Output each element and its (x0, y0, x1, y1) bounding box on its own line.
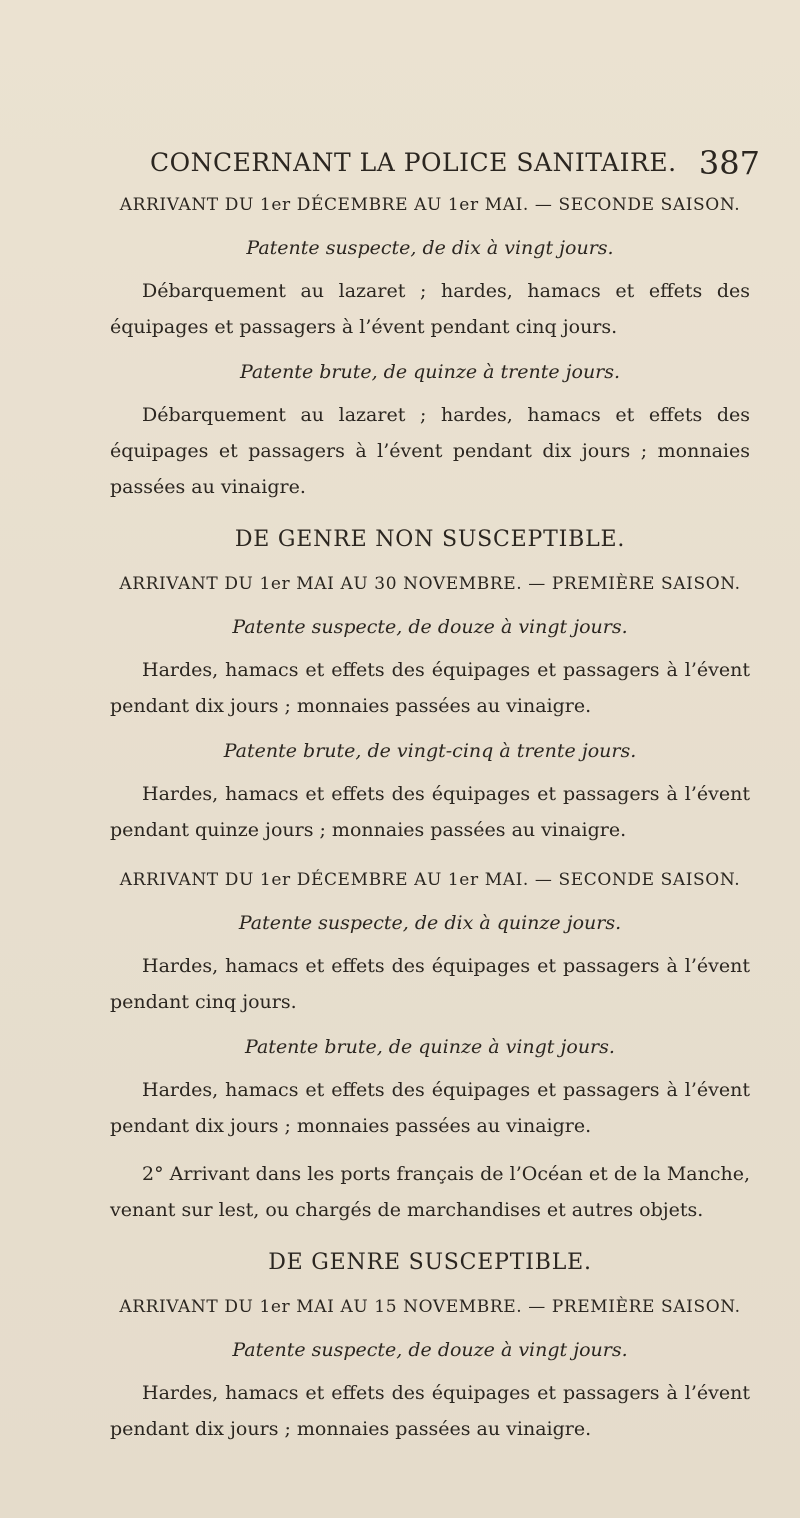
patent-subheading: Patente suspecte, de douze à vingt jours. (232, 1339, 628, 1361)
running-title: CONCERNANT LA POLICE SANITAIRE. (150, 148, 677, 177)
page-body (110, 195, 750, 1447)
paragraph: Débarquement au lazaret ; hardes, hamacs et effets des équipages et passagers à l’évent pendant dix jours ; monnaies passées au vinaigre. (110, 404, 750, 498)
patent-subheading: Patente suspecte, de dix à vingt jours. (246, 237, 614, 259)
paragraph: Hardes, hamacs et effets des équipages et passagers à l’évent pendant dix jours ; monnaies passées au vinaigre. (110, 1079, 750, 1137)
patent-subheading: Patente suspecte, de douze à vingt jours. (232, 616, 628, 638)
paragraph: Hardes, hamacs et effets des équipages et passagers à l’évent pendant cinq jours. (110, 955, 750, 1013)
patent-subheading: Patente brute, de vingt-cinq à trente jours. (223, 740, 637, 762)
page-header (150, 144, 760, 192)
paragraph: Débarquement au lazaret ; hardes, hamacs et effets des équipages et passagers à l’évent pendant cinq jours. (110, 280, 750, 338)
season-heading: ARRIVANT DU 1er DÉCEMBRE AU 1er MAI. — SECONDE SAISON. (119, 870, 741, 890)
season-heading: ARRIVANT DU 1er MAI AU 30 NOVEMBRE. — PREMIÈRE SAISON. (119, 574, 741, 594)
paragraph: Hardes, hamacs et effets des équipages et passagers à l’évent pendant dix jours ; monnaies passées au vinaigre. (110, 659, 750, 717)
page-number: 387 (698, 144, 760, 182)
patent-subheading: Patente suspecte, de dix à quinze jours. (238, 912, 622, 934)
paragraph: Hardes, hamacs et effets des équipages et passagers à l’évent pendant dix jours ; monnaies passées au vinaigre. (110, 1382, 750, 1440)
season-heading: ARRIVANT DU 1er MAI AU 15 NOVEMBRE. — PREMIÈRE SAISON. (119, 1297, 741, 1317)
paragraph: Hardes, hamacs et effets des équipages et passagers à l’évent pendant quinze jours ; monnaies passées au vinaigre. (110, 783, 750, 841)
genre-heading: DE GENRE SUSCEPTIBLE. (268, 1250, 592, 1275)
paragraph: 2° Arrivant dans les ports français de l’Océan et de la Manche, venant sur lest, ou chargés de marchandises et autres objets. (110, 1163, 750, 1221)
season-heading: ARRIVANT DU 1er DÉCEMBRE AU 1er MAI. — SECONDE SAISON. (119, 195, 741, 215)
genre-heading: DE GENRE NON SUSCEPTIBLE. (234, 527, 626, 552)
patent-subheading: Patente brute, de quinze à vingt jours. (245, 1036, 615, 1058)
patent-subheading: Patente brute, de quinze à trente jours. (239, 361, 621, 383)
